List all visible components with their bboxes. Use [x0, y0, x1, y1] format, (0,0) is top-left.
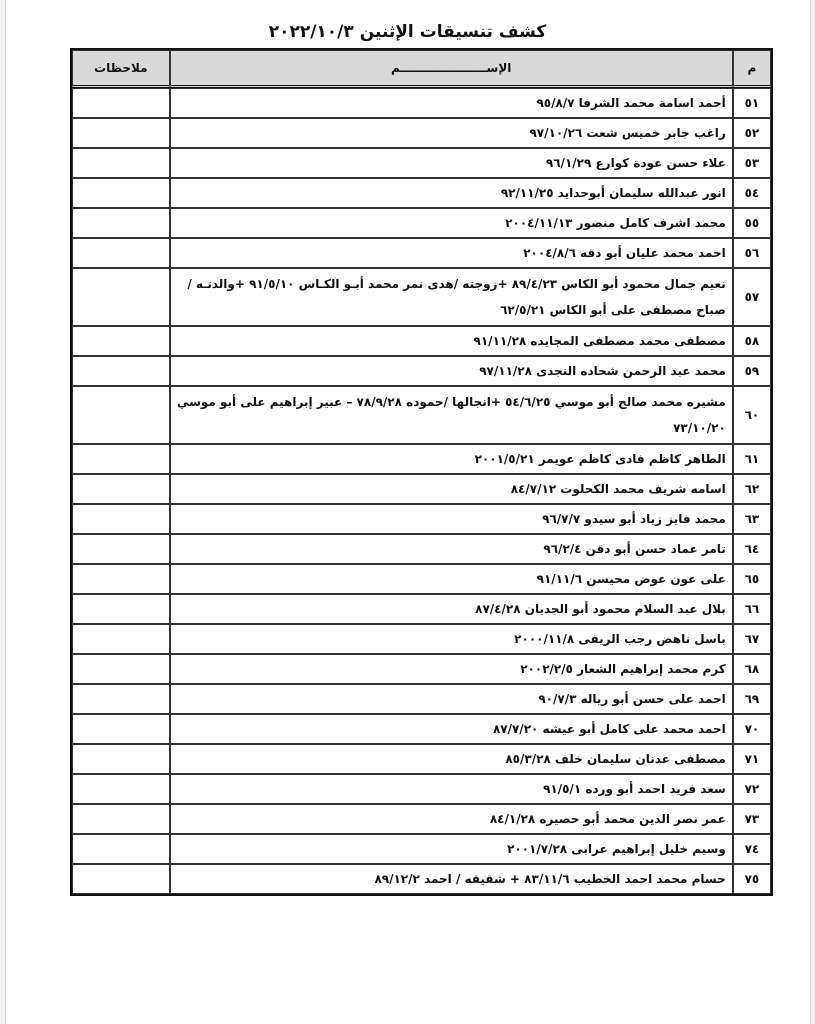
row-name: احمد محمد على كامل أبو عيشه ٨٧/٧/٢٠ — [170, 714, 733, 744]
row-notes — [72, 326, 170, 356]
row-number: ٦٤ — [733, 534, 771, 564]
row-name: راغب جابر خميس شعت ٩٧/١٠/٢٦ — [170, 118, 733, 148]
row-notes — [72, 624, 170, 654]
row-notes — [72, 208, 170, 238]
row-name: محمد اشرف كامل منصور ٢٠٠٤/١١/١٣ — [170, 208, 733, 238]
row-name: سعد فريد احمد أبو ورده ٩١/٥/١ — [170, 774, 733, 804]
row-notes — [72, 534, 170, 564]
row-name: على عون عوض محيسن ٩١/١١/٦ — [170, 564, 733, 594]
row-number: ٦٥ — [733, 564, 771, 594]
row-number: ٥٣ — [733, 148, 771, 178]
row-name: كرم محمد إبراهيم الشعار ٢٠٠٢/٢/٥ — [170, 654, 733, 684]
row-name: بلال عبد السلام محمود أبو الجديان ٨٧/٤/٢٨ — [170, 594, 733, 624]
table-row — [72, 774, 771, 804]
row-name: باسل ناهض رجب الريفى ٢٠٠٠/١١/٨ — [170, 624, 733, 654]
row-notes — [72, 268, 170, 326]
row-notes — [72, 238, 170, 268]
table-row — [72, 148, 771, 178]
row-notes — [72, 714, 170, 744]
table-row — [72, 744, 771, 774]
row-notes — [72, 148, 170, 178]
row-number: ٦١ — [733, 444, 771, 474]
row-notes — [72, 356, 170, 386]
table-row — [72, 444, 771, 474]
table-row — [72, 654, 771, 684]
table-row — [72, 624, 771, 654]
row-notes — [72, 864, 170, 894]
row-notes — [72, 744, 170, 774]
row-number: ٥٨ — [733, 326, 771, 356]
row-name: علاء حسن عودة كوارع ٩٦/١/٢٩ — [170, 148, 733, 178]
row-name: الطاهر كاظم فادى كاظم عويمر ٢٠٠١/٥/٢١ — [170, 444, 733, 474]
row-name: وسيم خليل إبراهيم عرابى ٢٠٠١/٧/٢٨ — [170, 834, 733, 864]
row-number: ٧٣ — [733, 804, 771, 834]
table-row — [72, 594, 771, 624]
row-name: احمد على حسن أبو رياله ٩٠/٧/٣ — [170, 684, 733, 714]
row-notes — [72, 504, 170, 534]
table-row — [72, 564, 771, 594]
table-row — [72, 326, 771, 356]
row-notes — [72, 684, 170, 714]
row-notes — [72, 564, 170, 594]
table-row — [72, 356, 771, 386]
table-header-row — [72, 50, 771, 88]
row-notes — [72, 654, 170, 684]
row-notes — [72, 386, 170, 444]
row-number: ٧١ — [733, 744, 771, 774]
header-notes: ملاحظات — [72, 50, 170, 88]
row-notes — [72, 474, 170, 504]
row-number: ٦٨ — [733, 654, 771, 684]
table-row — [72, 268, 771, 326]
row-name: نعيم جمال محمود أبو الكاس ٨٩/٤/٢٣ +زوجته /هدى نمر محمد أبـو الكـاس ٩١/٥/١٠ +والدتـه / صباح مصطفى على أبو الكاس ٦٢/٥/٢١ — [170, 268, 733, 326]
row-name: انور عبدالله سليمان أبوحدايد ٩٢/١١/٢٥ — [170, 178, 733, 208]
row-name: حسام محمد احمد الخطيب ٨٣/١١/٦ + شقيقه / احمد ٨٩/١٢/٢ — [170, 864, 733, 894]
row-notes — [72, 178, 170, 208]
table-row — [72, 864, 771, 894]
table-row — [72, 474, 771, 504]
table-row — [72, 504, 771, 534]
row-name: محمد فايز زياد أبو سيدو ٩٦/٧/٧ — [170, 504, 733, 534]
row-number: ٧٤ — [733, 834, 771, 864]
row-notes — [72, 444, 170, 474]
row-name: تامر عماد حسن أبو دقن ٩٦/٢/٤ — [170, 534, 733, 564]
table-row — [72, 834, 771, 864]
row-notes — [72, 774, 170, 804]
row-number: ٥٢ — [733, 118, 771, 148]
table-body — [72, 88, 771, 894]
row-name: أحمد اسامة محمد الشرفا ٩٥/٨/٧ — [170, 88, 733, 118]
header-number: م — [733, 50, 771, 88]
row-number: ٦٩ — [733, 684, 771, 714]
table-row — [72, 684, 771, 714]
row-name: مصطفى عدنان سليمان خلف ٨٥/٣/٢٨ — [170, 744, 733, 774]
table-row — [72, 534, 771, 564]
row-number: ٦٦ — [733, 594, 771, 624]
row-number: ٥٩ — [733, 356, 771, 386]
row-number: ٦٠ — [733, 386, 771, 444]
row-number: ٦٧ — [733, 624, 771, 654]
names-table — [70, 48, 773, 896]
document-title: كشف تنسيقات الإثنين ٢٠٢٢/١٠/٣ — [268, 22, 547, 42]
table-row — [72, 178, 771, 208]
table-row — [72, 88, 771, 118]
table-row — [72, 118, 771, 148]
row-number: ٧٠ — [733, 714, 771, 744]
row-name: محمد عبد الرحمن شحاده النجدى ٩٧/١١/٢٨ — [170, 356, 733, 386]
row-notes — [72, 834, 170, 864]
table-row — [72, 208, 771, 238]
row-notes — [72, 594, 170, 624]
row-number: ٥٥ — [733, 208, 771, 238]
row-number: ٥٧ — [733, 268, 771, 326]
row-number: ٧٢ — [733, 774, 771, 804]
row-name: مصطفى محمد مصطفى المجايده ٩١/١١/٢٨ — [170, 326, 733, 356]
row-name: احمد محمد عليان أبو دقه ٢٠٠٤/٨/٦ — [170, 238, 733, 268]
table-row — [72, 714, 771, 744]
row-notes — [72, 804, 170, 834]
row-name: اسامه شريف محمد الكحلوت ٨٤/٧/١٢ — [170, 474, 733, 504]
header-name: الإســـــــــــــــــــــم — [170, 50, 733, 88]
row-number: ٥٤ — [733, 178, 771, 208]
row-name: مشيره محمد صالح أبو موسي ٥٤/٦/٢٥ +انجالها /حموده ٧٨/٩/٢٨ – عبير إبراهيم على أبو موسي ٧٣/١٠/٢٠ — [170, 386, 733, 444]
row-number: ٧٥ — [733, 864, 771, 894]
row-name: عمر نصر الدين محمد أبو حصيره ٨٤/١/٢٨ — [170, 804, 733, 834]
row-notes — [72, 88, 170, 118]
row-number: ٥٦ — [733, 238, 771, 268]
row-number: ٦٣ — [733, 504, 771, 534]
table-row — [72, 804, 771, 834]
row-notes — [72, 118, 170, 148]
table-row — [72, 386, 771, 444]
table-row — [72, 238, 771, 268]
row-number: ٦٢ — [733, 474, 771, 504]
row-number: ٥١ — [733, 88, 771, 118]
